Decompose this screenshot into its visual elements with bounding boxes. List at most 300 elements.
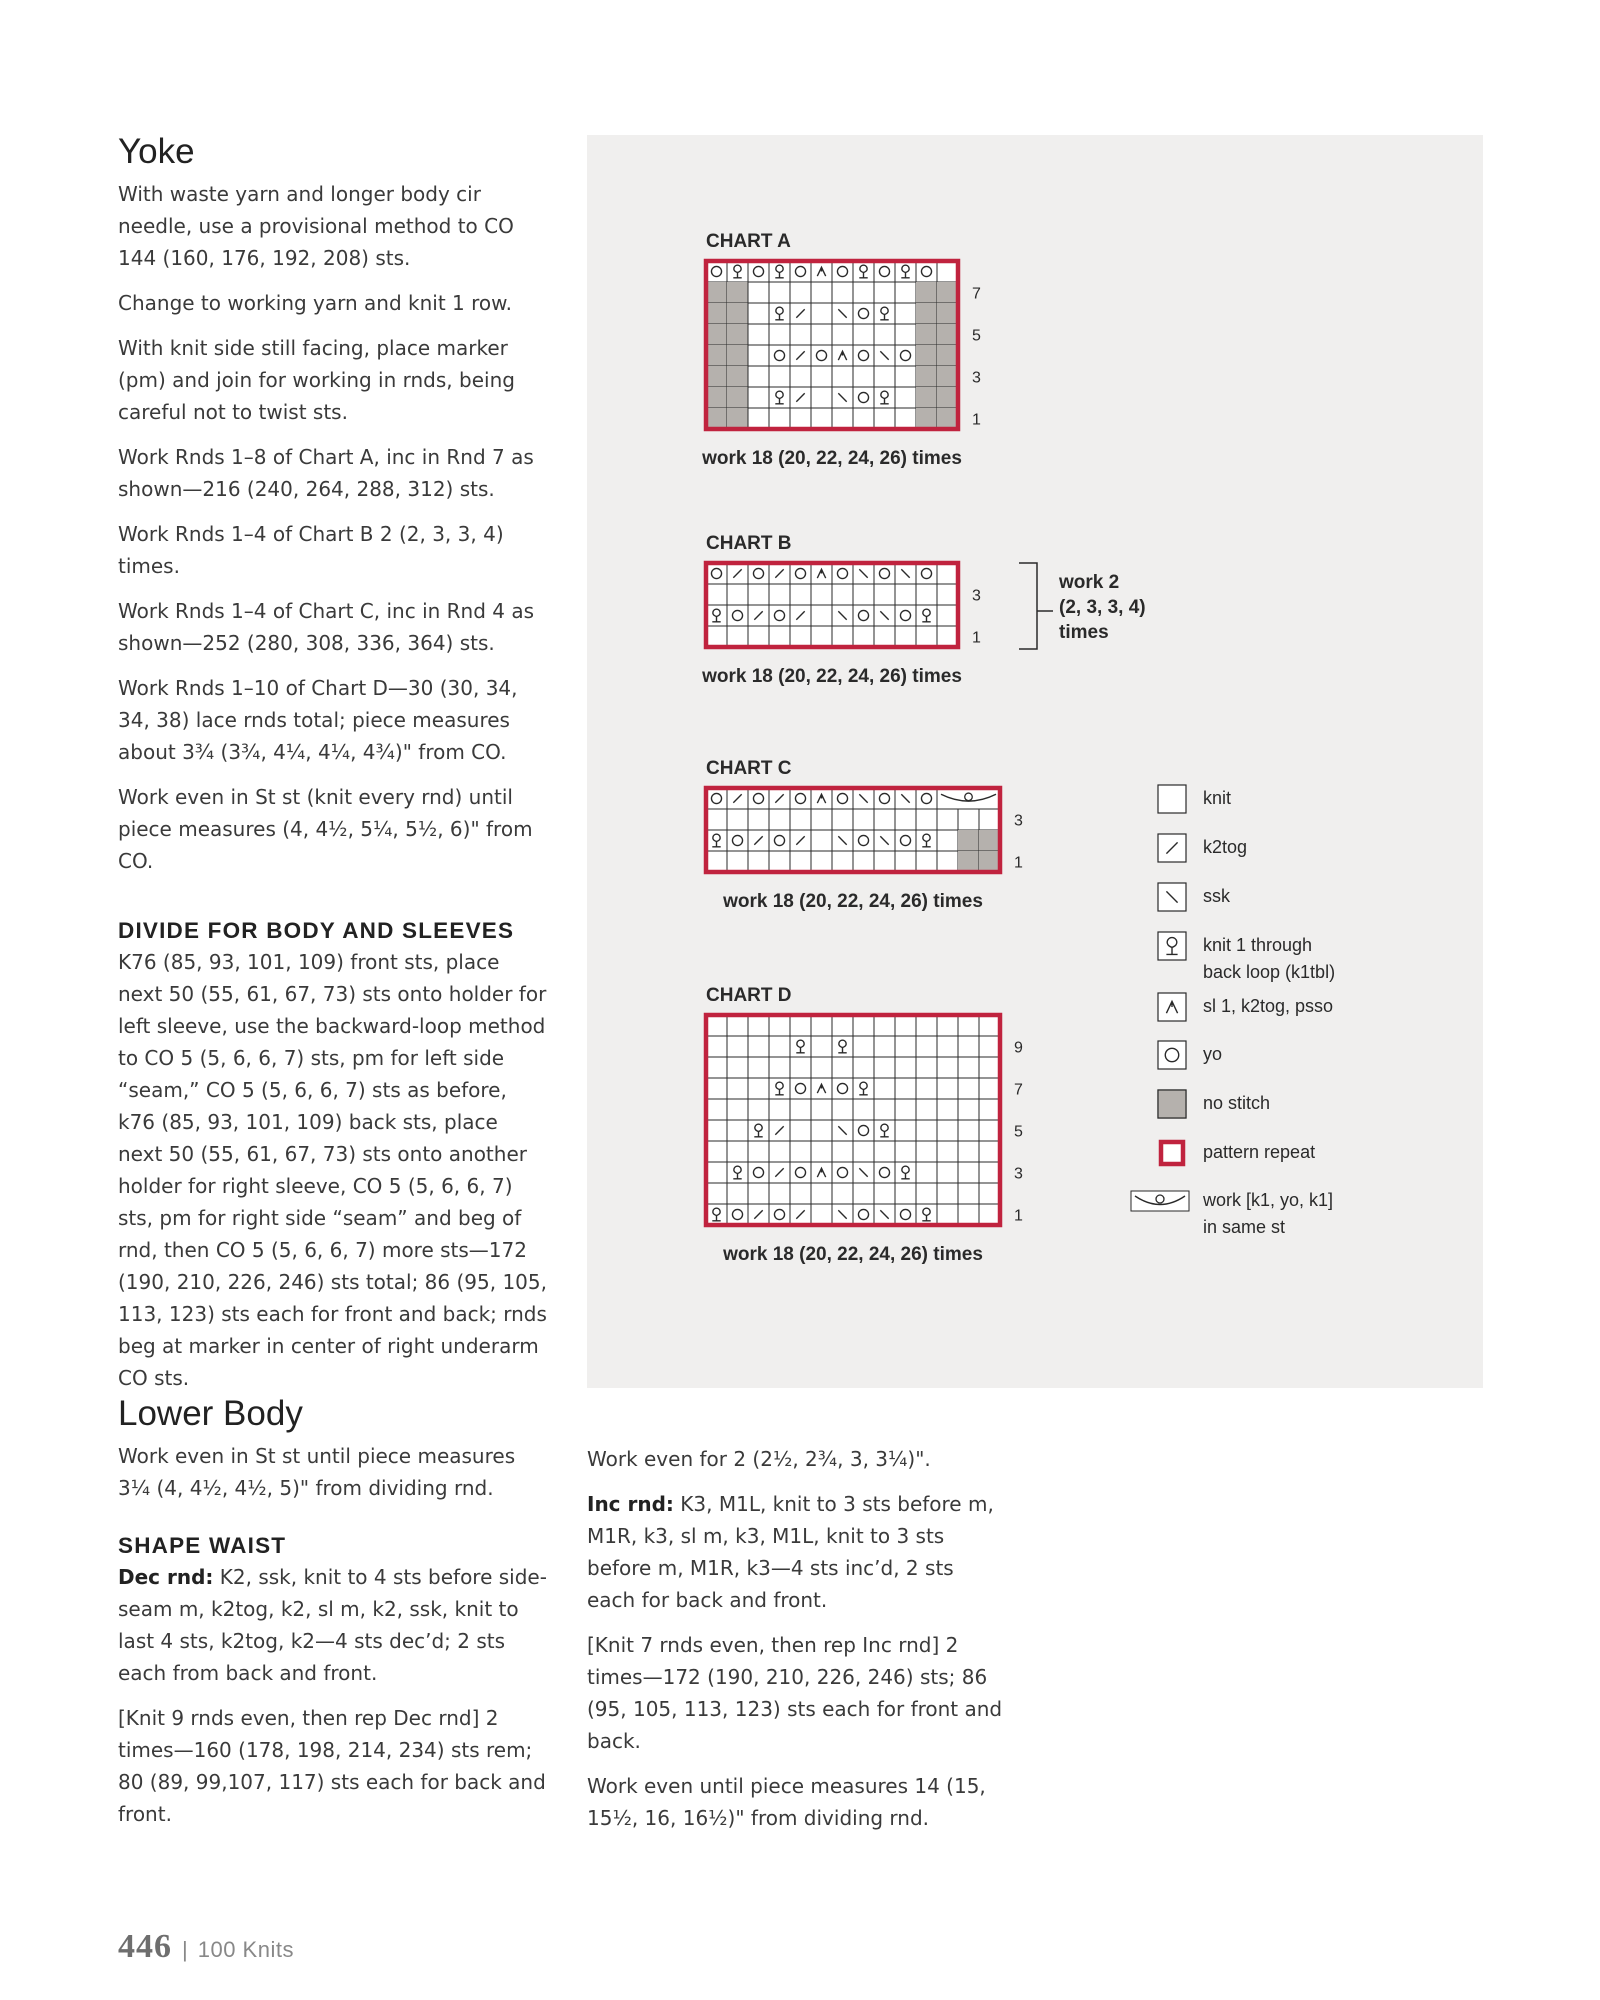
chart-cell xyxy=(727,830,748,851)
no-stitch-cell xyxy=(958,830,979,851)
chart-cell xyxy=(811,387,832,408)
chart-cell xyxy=(895,1141,916,1162)
chart-cell xyxy=(979,1183,1000,1204)
chart-cell xyxy=(832,1057,853,1078)
chart-cell xyxy=(895,1057,916,1078)
legend-label: pattern repeat xyxy=(1203,1142,1316,1162)
row-number: 1 xyxy=(1014,1207,1023,1225)
chart-cell xyxy=(748,1036,769,1057)
chart-cell xyxy=(790,1162,811,1183)
chart-cell xyxy=(706,605,727,626)
chart-cell xyxy=(748,584,769,605)
chart-cell xyxy=(832,1015,853,1036)
chart-cell xyxy=(895,626,916,647)
book-title: 100 Knits xyxy=(197,1937,294,1962)
chart-cell xyxy=(874,1141,895,1162)
left-column xyxy=(118,132,548,1407)
chart-cell xyxy=(853,1120,874,1141)
chart-cell xyxy=(769,1204,790,1225)
legend-swatch xyxy=(1161,1142,1183,1164)
chart-cell xyxy=(811,1204,832,1225)
chart-cell xyxy=(769,1015,790,1036)
chart-cell xyxy=(916,1015,937,1036)
chart-cell xyxy=(811,1015,832,1036)
chart-cell xyxy=(853,261,874,282)
no-stitch-cell xyxy=(937,345,958,366)
chart-cell xyxy=(832,1099,853,1120)
chart-cell xyxy=(769,387,790,408)
no-stitch-cell xyxy=(706,324,727,345)
chart-cell xyxy=(895,1120,916,1141)
divide-heading: DIVIDE FOR BODY AND SLEEVES xyxy=(118,918,515,944)
chart-cell xyxy=(790,324,811,345)
yoke-title: Yoke xyxy=(118,132,195,171)
chart-cell xyxy=(706,1078,727,1099)
bracket-label: (2, 3, 3, 4) xyxy=(1059,597,1146,618)
legend-swatch xyxy=(1131,1191,1189,1211)
repeat-label: work 18 (20, 22, 24, 26) times xyxy=(702,448,962,469)
dec-rnd-label: Dec rnd: xyxy=(118,1564,214,1589)
chart-cell xyxy=(937,1141,958,1162)
chart-cell xyxy=(790,261,811,282)
work-even-paragraph: Work even for 2 (2½, 2¾, 3, 3¼)". xyxy=(587,1447,931,1471)
chart-cell xyxy=(769,324,790,345)
chart-cell xyxy=(727,1057,748,1078)
chart-cell xyxy=(874,1057,895,1078)
chart-cell xyxy=(853,1141,874,1162)
chart-cell xyxy=(790,1183,811,1204)
chart-cell xyxy=(832,788,853,809)
rep-inc-paragraph: [Knit 7 rnds even, then rep Inc rnd] 2 times—172 (190, 210, 226, 246) sts; 86 (95, 105, 113, 123) sts each for front and back. xyxy=(587,1633,1003,1753)
chart-cell xyxy=(895,809,916,830)
chart-cell xyxy=(916,626,937,647)
chart-cell xyxy=(706,851,727,872)
no-stitch-cell xyxy=(916,324,937,345)
chart-cell xyxy=(937,626,958,647)
chart-cell xyxy=(748,1057,769,1078)
chart-cell xyxy=(748,1099,769,1120)
no-stitch-cell xyxy=(937,408,958,429)
row-number: 3 xyxy=(1014,1165,1023,1183)
chart-cell xyxy=(727,1162,748,1183)
chart-cell xyxy=(895,324,916,345)
chart-cell xyxy=(811,1141,832,1162)
repeat-label: work 18 (20, 22, 24, 26) times xyxy=(723,1244,983,1265)
chart-cell xyxy=(916,1120,937,1141)
chart-cell xyxy=(979,809,1000,830)
legend-label: back loop (k1tbl) xyxy=(1203,962,1336,982)
chart-cell xyxy=(937,830,958,851)
legend-item-ssk xyxy=(1158,883,1231,911)
chart-cell xyxy=(853,1015,874,1036)
chart-cell xyxy=(811,282,832,303)
row-number: 1 xyxy=(972,629,981,647)
chart-cell xyxy=(748,563,769,584)
yoke-paragraph: Work Rnds 1–4 of Chart B 2 (2, 3, 3, 4) times. xyxy=(118,522,504,579)
chart-cell xyxy=(874,626,895,647)
legend-label: yo xyxy=(1203,1044,1223,1064)
chart-cell xyxy=(958,1120,979,1141)
yoke-paragraph: With waste yarn and longer body cir needle, use a provisional method to CO 144 (160, 176, 192, 208) sts. xyxy=(118,182,514,271)
chart-cell xyxy=(853,366,874,387)
chart-cell xyxy=(958,1078,979,1099)
chart-cell xyxy=(853,1057,874,1078)
row-number: 1 xyxy=(1014,854,1023,872)
chart-cell xyxy=(748,1141,769,1162)
chart-cell xyxy=(853,605,874,626)
chart-cell xyxy=(979,1162,1000,1183)
row-number: 1 xyxy=(972,411,981,429)
chart-cell xyxy=(832,626,853,647)
chart-cell xyxy=(811,1036,832,1057)
chart-cell xyxy=(790,584,811,605)
chart-cell xyxy=(853,1078,874,1099)
chart-cell xyxy=(832,1078,853,1099)
chart-cell xyxy=(811,830,832,851)
legend-label: sl 1, k2tog, psso xyxy=(1203,996,1334,1016)
chart-cell xyxy=(958,1162,979,1183)
chart-cell xyxy=(727,1204,748,1225)
shape-waist-heading: SHAPE WAIST xyxy=(118,1533,287,1559)
chart-cell xyxy=(811,303,832,324)
inc-rnd-label: Inc rnd: xyxy=(587,1492,674,1516)
chart-cell xyxy=(958,1099,979,1120)
chart-cell xyxy=(748,1183,769,1204)
no-stitch-cell xyxy=(979,830,1000,851)
no-stitch-cell xyxy=(727,387,748,408)
chart-cell xyxy=(874,584,895,605)
chart-cell xyxy=(937,584,958,605)
chart-title: CHART B xyxy=(706,533,792,554)
chart-cell xyxy=(706,1015,727,1036)
chart-cell xyxy=(853,387,874,408)
legend-item-ktbl xyxy=(1158,932,1335,982)
no-stitch-cell xyxy=(958,851,979,872)
no-stitch-cell xyxy=(937,282,958,303)
chart-title: CHART C xyxy=(706,758,792,779)
no-stitch-cell xyxy=(727,408,748,429)
chart-cell xyxy=(895,1183,916,1204)
chart-cell xyxy=(727,809,748,830)
chart-cell xyxy=(790,1057,811,1078)
yoke-paragraph: Work Rnds 1–4 of Chart C, inc in Rnd 4 as shown—252 (280, 308, 336, 364) sts. xyxy=(118,599,535,656)
legend-label: ssk xyxy=(1203,886,1230,906)
chart-cell xyxy=(769,1183,790,1204)
chart-cell xyxy=(874,1015,895,1036)
chart-b xyxy=(701,533,981,687)
legend-swatch xyxy=(1158,785,1186,813)
chart-cell xyxy=(874,282,895,303)
chart-cell xyxy=(769,626,790,647)
legend-item-repeat xyxy=(1161,1142,1315,1164)
chart-cell xyxy=(958,1204,979,1225)
chart-cell xyxy=(811,408,832,429)
repeat-label: work 18 (20, 22, 24, 26) times xyxy=(702,666,962,687)
chart-cell xyxy=(853,303,874,324)
chart-cell xyxy=(706,1204,727,1225)
legend-label: no stitch xyxy=(1203,1093,1271,1113)
chart-cell xyxy=(937,1162,958,1183)
chart-cell xyxy=(706,1099,727,1120)
row-number: 5 xyxy=(972,327,981,345)
chart-cell xyxy=(916,563,937,584)
chart-cell xyxy=(769,809,790,830)
chart-cell xyxy=(895,345,916,366)
chart-cell xyxy=(706,1120,727,1141)
chart-cell xyxy=(853,324,874,345)
chart-cell xyxy=(832,1162,853,1183)
chart-cell xyxy=(748,345,769,366)
chart-cell xyxy=(811,324,832,345)
no-stitch-cell xyxy=(727,282,748,303)
chart-cell xyxy=(853,1036,874,1057)
yoke-paragraph: Change to working yarn and knit 1 row. xyxy=(118,291,513,316)
chart-cell xyxy=(727,1141,748,1162)
chart-cell xyxy=(979,1099,1000,1120)
chart-cell xyxy=(937,1078,958,1099)
chart-a xyxy=(701,231,981,469)
no-stitch-cell xyxy=(916,408,937,429)
chart-cell xyxy=(769,605,790,626)
chart-cell xyxy=(832,851,853,872)
chart-cell xyxy=(769,1141,790,1162)
chart-cell xyxy=(790,809,811,830)
chart-cell xyxy=(916,584,937,605)
chart-cell xyxy=(769,282,790,303)
chart-cell xyxy=(748,1120,769,1141)
chart-cell xyxy=(811,584,832,605)
chart-cell xyxy=(853,809,874,830)
legend-swatch xyxy=(1158,932,1186,960)
chart-cell xyxy=(958,1057,979,1078)
bracket-label: times xyxy=(1059,622,1109,643)
chart-cell xyxy=(748,324,769,345)
chart-cell xyxy=(769,366,790,387)
chart-cell xyxy=(832,809,853,830)
chart-cell xyxy=(790,563,811,584)
chart-panel xyxy=(587,135,1483,1388)
chart-cell xyxy=(790,282,811,303)
chart-cell xyxy=(706,261,727,282)
yoke-paragraph: With knit side still facing, place marker (pm) and join for working in rnds, being careful not to twist sts. xyxy=(118,336,515,425)
chart-cell xyxy=(748,851,769,872)
no-stitch-cell xyxy=(937,366,958,387)
chart-cell xyxy=(937,261,958,282)
chart-cell xyxy=(874,1099,895,1120)
chart-cell xyxy=(706,830,727,851)
chart-c xyxy=(706,758,1023,912)
no-stitch-cell xyxy=(706,387,727,408)
chart-cell xyxy=(706,809,727,830)
chart-cell xyxy=(769,851,790,872)
chart-cell xyxy=(790,1078,811,1099)
chart-cell xyxy=(748,408,769,429)
chart-cell xyxy=(979,1204,1000,1225)
chart-cell xyxy=(874,303,895,324)
chart-cell xyxy=(937,1204,958,1225)
chart-cell xyxy=(769,303,790,324)
chart-cell xyxy=(895,303,916,324)
chart-cell xyxy=(937,605,958,626)
chart-cell xyxy=(832,1141,853,1162)
chart-cell xyxy=(832,408,853,429)
chart-cell xyxy=(916,1036,937,1057)
chart-cell xyxy=(937,1120,958,1141)
chart-cell xyxy=(811,1120,832,1141)
dec-rnd-text: K2, ssk, knit to 4 sts before side-seam m, k2tog, k2, sl m, k2, ssk, knit to last 4 sts, k2tog, k2—4 sts dec’d; 2 sts each from back and front. xyxy=(118,1564,547,1685)
lower-body-right xyxy=(587,1443,1007,1847)
chart-cell xyxy=(727,1120,748,1141)
chart-cell xyxy=(811,626,832,647)
lower-body-paragraph: Work even in St st until piece measures 3¼ (4, 4½, 4½, 5)" from dividing rnd. xyxy=(118,1444,516,1501)
chart-cell xyxy=(895,605,916,626)
no-stitch-cell xyxy=(706,408,727,429)
chart-cell xyxy=(769,1057,790,1078)
no-stitch-cell xyxy=(937,324,958,345)
chart-cell xyxy=(790,408,811,429)
chart-cell xyxy=(895,261,916,282)
chart-cell xyxy=(979,1015,1000,1036)
chart-cell xyxy=(727,605,748,626)
legend-label: k2tog xyxy=(1203,837,1248,857)
chart-cell xyxy=(727,261,748,282)
no-stitch-cell xyxy=(937,387,958,408)
chart-cell xyxy=(811,345,832,366)
legend-label: knit xyxy=(1203,788,1232,808)
chart-cell xyxy=(937,563,958,584)
chart-cell xyxy=(874,261,895,282)
chart-cell xyxy=(832,366,853,387)
yoke-paragraph: Work even in St st (knit every rnd) until piece measures (4, 4½, 5¼, 5½, 6)" from CO. xyxy=(118,785,533,874)
chart-cell xyxy=(811,1057,832,1078)
chart-cell xyxy=(832,1036,853,1057)
chart-cell xyxy=(874,851,895,872)
chart-cell xyxy=(748,282,769,303)
no-stitch-cell xyxy=(916,282,937,303)
chart-cell xyxy=(895,1078,916,1099)
legend-item-k2tog xyxy=(1158,834,1247,862)
chart-cell xyxy=(706,626,727,647)
chart-cell xyxy=(790,1099,811,1120)
row-number: 7 xyxy=(972,285,981,303)
no-stitch-cell xyxy=(706,282,727,303)
divide-paragraph: K76 (85, 93, 101, 109) front sts, place next 50 (55, 61, 67, 73) sts onto holder for left sleeve, use the backward-loop method to CO 5 (5, 6, 6, 7) sts, pm for left side “seam,” CO 5 (5, 6, 6, 7) sts as before, k76 (85, 93, 101, 109) back sts, place next 50 (55, 61, 67, 73) sts onto another holder for right sleeve, CO 5 (5, 6, 6, 7) sts, pm for right side “seam” and beg of rnd, then CO 5 (5, 6, 6, 7) more sts—172 (190, 210, 226, 246) sts total; 86 (95, 105, 113, 123) sts each for front and back; rnds beg at marker in center of right underarm CO sts. xyxy=(118,949,547,1390)
chart-cell xyxy=(811,1099,832,1120)
chart-cell xyxy=(895,1036,916,1057)
chart-cell xyxy=(748,809,769,830)
chart-cell xyxy=(979,1036,1000,1057)
chart-cell xyxy=(706,584,727,605)
chart-cell xyxy=(832,261,853,282)
chart-cell xyxy=(874,366,895,387)
chart-cell xyxy=(916,1099,937,1120)
chart-cell xyxy=(727,584,748,605)
chart-cell xyxy=(811,605,832,626)
chart-cell xyxy=(937,788,1000,809)
chart-cell xyxy=(832,563,853,584)
footer-separator: | xyxy=(182,1937,188,1962)
chart-cell xyxy=(853,345,874,366)
chart-cell xyxy=(916,809,937,830)
chart-cell xyxy=(727,851,748,872)
chart-cell xyxy=(727,626,748,647)
chart-cell xyxy=(853,626,874,647)
no-stitch-cell xyxy=(727,324,748,345)
chart-cell xyxy=(874,788,895,809)
chart-cell xyxy=(895,1099,916,1120)
chart-cell xyxy=(874,563,895,584)
chart-cell xyxy=(937,1057,958,1078)
chart-cell xyxy=(916,1183,937,1204)
legend-swatch xyxy=(1158,1041,1186,1069)
chart-cell xyxy=(748,1162,769,1183)
chart-cell xyxy=(874,408,895,429)
chart-cell xyxy=(937,809,958,830)
chart-cell xyxy=(916,1162,937,1183)
rep-dec-paragraph: [Knit 9 rnds even, then rep Dec rnd] 2 times—160 (178, 198, 214, 234) sts rem; 80 (89, 99,107, 117) sts each for back and front. xyxy=(118,1705,546,1826)
chart-cell xyxy=(874,1078,895,1099)
row-number: 5 xyxy=(1014,1123,1023,1141)
chart-cell xyxy=(895,366,916,387)
chart-cell xyxy=(874,1162,895,1183)
chart-cell xyxy=(853,408,874,429)
row-number: 3 xyxy=(972,369,981,387)
chart-cell xyxy=(727,1078,748,1099)
chart-cell xyxy=(979,1120,1000,1141)
chart-cell xyxy=(979,1057,1000,1078)
chart-cell xyxy=(895,584,916,605)
no-stitch-cell xyxy=(916,387,937,408)
chart-cell xyxy=(811,809,832,830)
chart-cell xyxy=(895,387,916,408)
chart-cell xyxy=(748,366,769,387)
chart-cell xyxy=(874,1183,895,1204)
chart-cell xyxy=(853,830,874,851)
chart-cell xyxy=(832,282,853,303)
chart-cell xyxy=(853,282,874,303)
chart-cell xyxy=(853,1204,874,1225)
chart-cell xyxy=(937,1099,958,1120)
charts-svg xyxy=(587,135,1483,1388)
row-number: 3 xyxy=(1014,812,1023,830)
yoke-paragraph: Work Rnds 1–10 of Chart D—30 (30, 34, 34, 38) lace rnds total; piece measures about 3¾ (3¾, 4¼, 4¼, 4¾)" from CO. xyxy=(118,676,518,765)
legend-label: in same st xyxy=(1203,1217,1286,1237)
no-stitch-cell xyxy=(706,345,727,366)
no-stitch-cell xyxy=(727,366,748,387)
no-stitch-cell xyxy=(916,303,937,324)
page-footer xyxy=(118,1928,294,1966)
inc-rnd-paragraph xyxy=(587,1488,1007,1616)
chart-cell xyxy=(895,408,916,429)
chart-cell xyxy=(790,851,811,872)
chart-cell xyxy=(769,1036,790,1057)
chart-cell xyxy=(916,605,937,626)
chart-cell xyxy=(853,584,874,605)
chart-cell xyxy=(790,626,811,647)
chart-cell xyxy=(790,788,811,809)
chart-cell xyxy=(748,788,769,809)
chart-cell xyxy=(916,1204,937,1225)
chart-cell xyxy=(769,408,790,429)
chart-cell xyxy=(706,1057,727,1078)
chart-cell xyxy=(958,1183,979,1204)
chart-cell xyxy=(748,1015,769,1036)
chart-cell xyxy=(916,1057,937,1078)
chart-cell xyxy=(790,1120,811,1141)
chart-cell xyxy=(895,1204,916,1225)
chart-cell xyxy=(811,366,832,387)
chart-cell xyxy=(790,366,811,387)
